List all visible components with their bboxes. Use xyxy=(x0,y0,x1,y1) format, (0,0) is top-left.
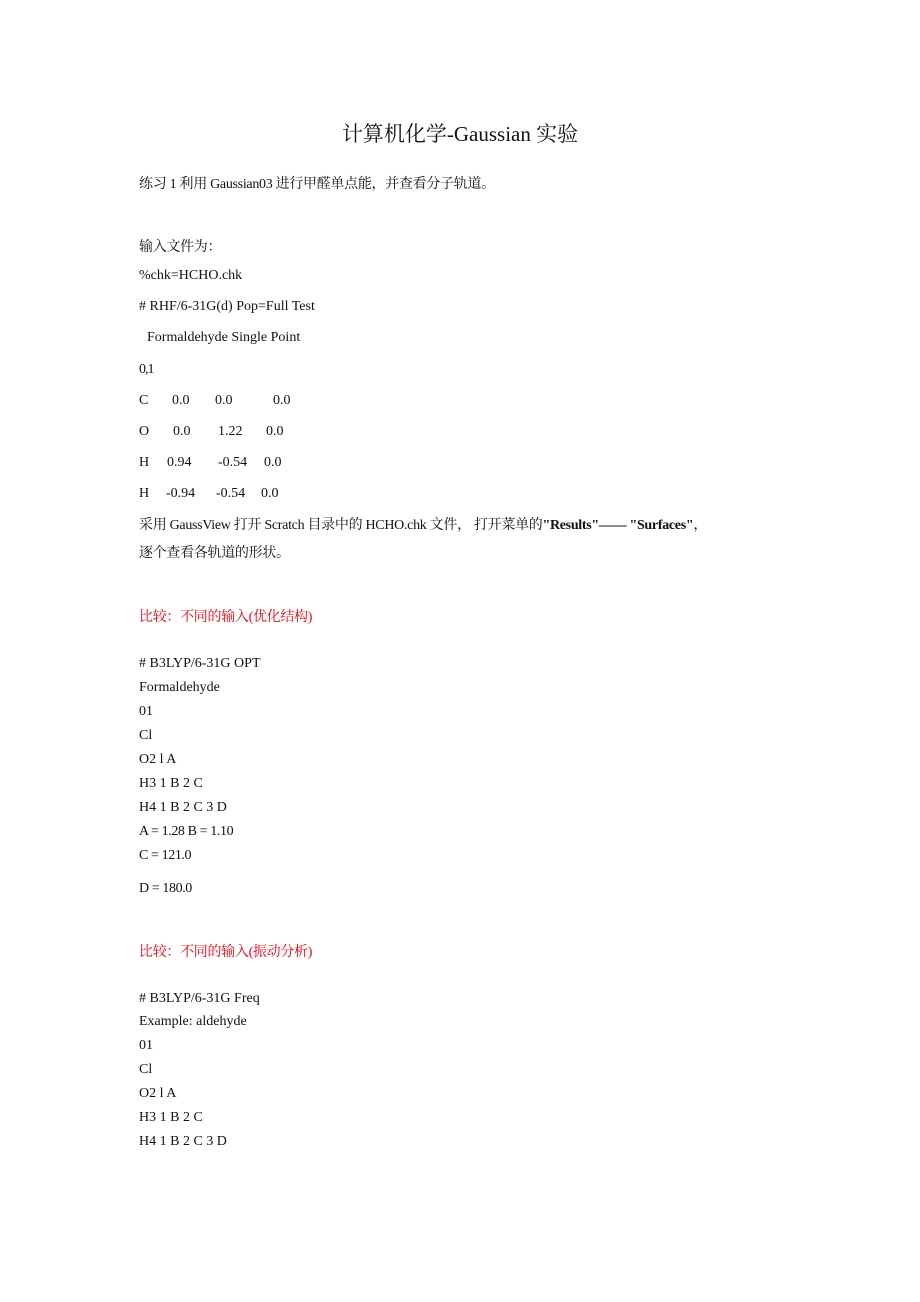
route-line: # RHF/6-31G(d) Pop=Full Test xyxy=(139,299,315,314)
coord-x: 0.0 xyxy=(172,393,190,408)
freq-line: O2 l A xyxy=(139,1086,177,1101)
freq-line: Cl xyxy=(139,1062,153,1077)
freq-line: # B3LYP/6-31G Freq xyxy=(139,991,260,1006)
opt-line: A = 1.28 B = 1.10 xyxy=(139,824,234,839)
freq-line: H4 1 B 2 C 3 D xyxy=(139,1134,227,1149)
coord-x: 0.0 xyxy=(173,424,191,439)
charge-mult-line: 0,1 xyxy=(139,362,154,377)
coord-x: -0.94 xyxy=(166,486,196,501)
instruction-prefix: 采用 GaussView 打开 Scratch 目录中的 HCHO.chk 文件， 打开菜单的 xyxy=(139,518,543,533)
freq-line: 01 xyxy=(139,1038,153,1053)
coord-y: -0.54 xyxy=(216,486,246,501)
comment-line: Formaldehyde Single Point xyxy=(147,330,301,345)
document-title: 计算机化学-Gaussian 实验 xyxy=(341,122,579,146)
opt-line: Formaldehyde xyxy=(139,680,220,695)
opt-line: O2 l A xyxy=(139,752,177,767)
coord-z: 0.0 xyxy=(266,424,284,439)
exercise-text: 练习 1 利用 Gaussian03 进行甲醛单点能，并查看分子轨道。 xyxy=(139,177,495,192)
opt-line: # B3LYP/6-31G OPT xyxy=(139,656,261,671)
opt-line: Cl xyxy=(139,728,153,743)
atom-symbol: C xyxy=(139,393,149,408)
atom-symbol: O xyxy=(139,424,150,439)
coord-y: -0.54 xyxy=(218,455,248,470)
atom-symbol: H xyxy=(139,455,150,470)
opt-line: 01 xyxy=(139,704,153,719)
chk-line: %chk=HCHO.chk xyxy=(139,268,243,283)
compare-freq-heading: 比较：不同的输入(振动分析) xyxy=(139,945,313,960)
opt-line: D = 180.0 xyxy=(139,881,192,896)
instruction-line-1 xyxy=(139,514,707,534)
coord-y: 0.0 xyxy=(215,393,233,408)
compare-opt-heading: 比较：不同的输入(优化结构) xyxy=(139,610,313,625)
freq-line: H3 1 B 2 C xyxy=(139,1110,203,1125)
coord-z: 0.0 xyxy=(273,393,291,408)
coord-x: 0.94 xyxy=(167,455,192,470)
atom-symbol: H xyxy=(139,486,150,501)
coord-z: 0.0 xyxy=(264,455,282,470)
input-label: 输入文件为： xyxy=(139,240,222,255)
coord-z: 0.0 xyxy=(261,486,279,501)
instruction-menu-path: "Results"—— "Surfaces" xyxy=(542,518,694,533)
opt-line: H3 1 B 2 C xyxy=(139,776,203,791)
instruction-suffix: ， xyxy=(693,518,708,533)
instruction-line-2: 逐个查看各轨道的形状。 xyxy=(139,546,290,561)
opt-line: H4 1 B 2 C 3 D xyxy=(139,800,227,815)
opt-line: C = 121.0 xyxy=(139,848,192,863)
freq-line: Example: aldehyde xyxy=(139,1014,247,1029)
coord-y: 1.22 xyxy=(218,424,243,439)
